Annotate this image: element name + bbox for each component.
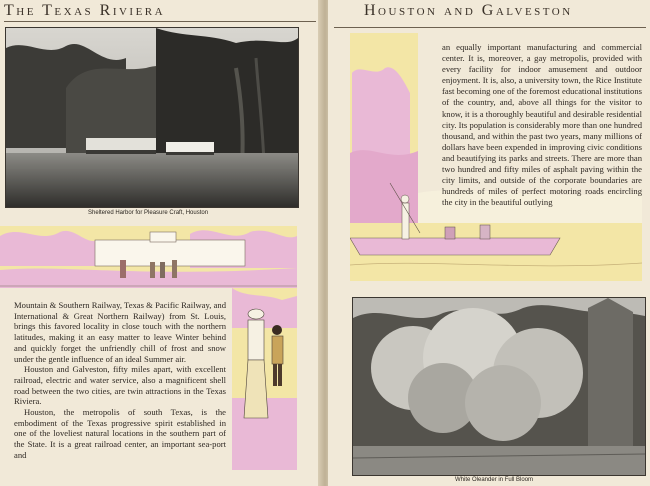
park-illustration-image xyxy=(0,226,297,288)
oleander-photo xyxy=(352,297,646,476)
left-paragraph-2: Houston and Galveston, fifty miles apart, with excellent railroad, electric and water service, also a magnificent shell road between the two cities, are twin attractions in the Texas Riviera. xyxy=(14,364,226,407)
header-rule xyxy=(4,21,316,22)
left-paragraph-3: Houston, the metropolis of south Texas, is the embodiment of the Texas progressive spirit established in one of the loveliest natural locations in the southern part of the State. It is a great railroad center, an important sea-port and xyxy=(14,407,226,460)
figures-illustration-image xyxy=(232,288,297,470)
right-paragraph-1: an equally important manufacturing and commercial center. It is, moreover, a gay metropolis, provided with every facility for indoor amusement and outdoor enjoyment. It is, also, a university town, the Rice Institute fast becoming one of the foremost educational institutions of the country, and, above all things for the visitor to know, it is a thoroughly beautiful and desirable residential city. Its population is considerably more than one hundred thousand, and within the past two years, many millions of dollars have been expended in improving civic conditions and beautifying its parks and streets. There are more than two hundred and fifty miles of asphalt paving within the city limits, and outside of the corporate boundaries are hundreds of miles of perfect motoring roads encircling the city in the beautiful outlying xyxy=(442,42,642,208)
left-page xyxy=(0,0,322,486)
header-rule-right xyxy=(334,27,646,28)
left-page-header: The Texas Riviera xyxy=(4,2,166,19)
oleander-photo-image xyxy=(353,298,645,475)
harbor-photo-image xyxy=(6,28,298,207)
figures-illustration xyxy=(232,288,297,470)
harbor-photo xyxy=(5,27,299,208)
left-paragraph-1: Mountain & Southern Railway, Texas & Pacific Railway, and International & Great Northern Railway) from St. Louis, brings this favored locality in close touch with the northern latitudes, making it an easy matter to leave Winter behind and quickly forget the unfriendly chill of frost and snow under the gentle influence of an ideal Summer air. xyxy=(14,300,226,364)
right-body-text xyxy=(442,42,642,208)
harbor-photo-caption: Sheltered Harbor for Pleasure Craft, Houston xyxy=(88,210,209,216)
oleander-photo-caption: White Oleander in Full Bloom xyxy=(455,477,534,483)
right-page xyxy=(328,0,650,486)
left-body-text xyxy=(14,300,226,461)
park-illustration xyxy=(0,226,297,288)
right-page-header: Houston and Galveston xyxy=(364,2,573,19)
